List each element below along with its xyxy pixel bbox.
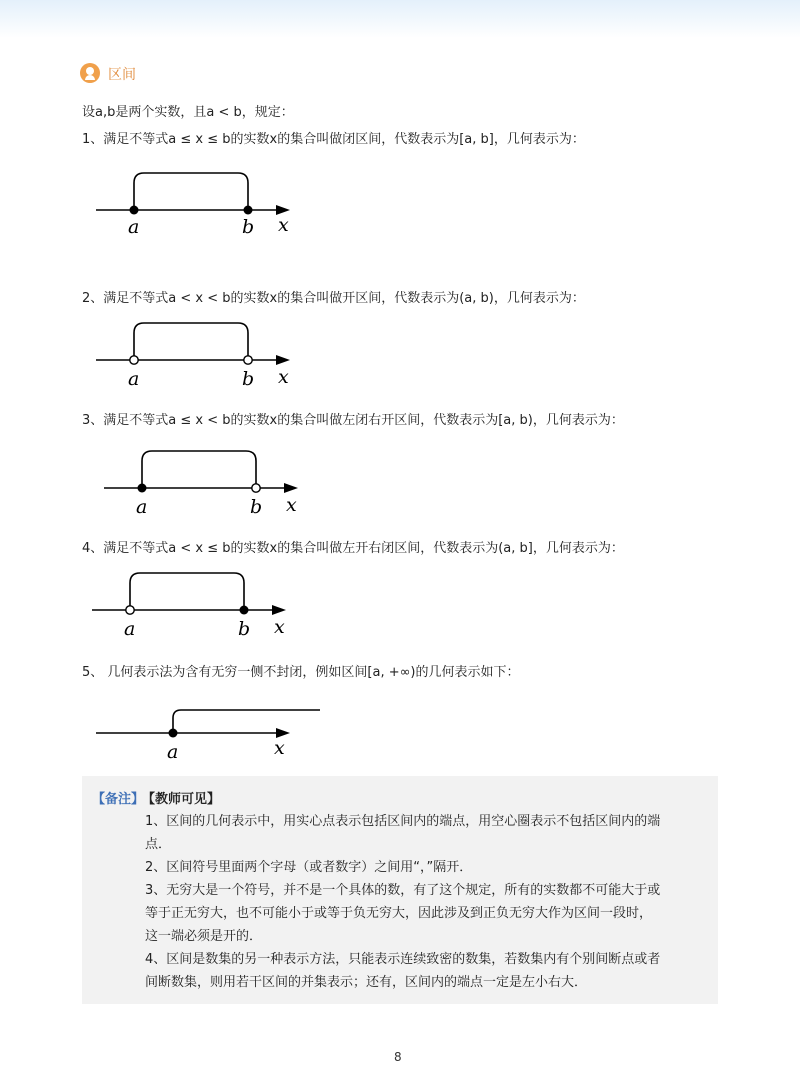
person-badge-icon <box>80 63 100 83</box>
left-endpoint-filled <box>169 729 178 738</box>
left-endpoint-open <box>126 606 134 614</box>
note-line: 1、区间的几何表示中，用实心点表示包括区间内的端点，用空心圈表示不包括区间内的端 <box>145 814 661 829</box>
number-line-infinite <box>90 700 330 765</box>
item-4-text: 4、满足不等式a < x ≤ b的实数x的集合叫做左开右闭区间，代数表示为(a, b]，几何表示为： <box>82 541 624 556</box>
label-b: b <box>242 216 255 238</box>
item-5-text: 5、 几何表示法为含有无穷一侧不封闭，例如区间[a, +∞)的几何表示如下： <box>82 665 520 680</box>
number-line-left-closed-right-open <box>98 443 308 518</box>
item-3-text: 3、满足不等式a ≤ x < b的实数x的集合叫做左闭右开区间，代数表示为[a, b)，几何表示为： <box>82 413 624 428</box>
label-a: a <box>136 496 148 518</box>
item-2-text: 2、满足不等式a < x < b的实数x的集合叫做开区间，代数表示为(a, b)，几何表示为： <box>82 291 585 306</box>
note-tag: 【备注】 <box>92 792 145 807</box>
note-line: 2、区间符号里面两个字母（或者数字）之间用“，”隔开． <box>145 860 473 875</box>
section-title: 区间 <box>108 67 136 83</box>
note-line: 等于正无穷大，也不可能小于或等于负无穷大，因此涉及到正负无穷大作为区间一段时， <box>145 906 653 921</box>
header-band <box>0 0 800 38</box>
label-x: x <box>278 366 289 388</box>
left-endpoint-open <box>130 356 138 364</box>
right-endpoint-open <box>244 356 252 364</box>
note-line: 这一端必须是开的． <box>145 929 263 944</box>
note-line: 4、区间是数集的另一种表示方法，只能表示连续致密的数集，若数集内有个别间断点或者 <box>145 952 661 967</box>
number-line-open <box>90 315 300 390</box>
page-number: 8 <box>394 1050 402 1064</box>
right-endpoint-open <box>252 484 260 492</box>
number-line-left-open-right-closed <box>86 565 296 640</box>
label-a: a <box>128 368 140 390</box>
intro-text: 设a,b是两个实数，且a < b，规定： <box>82 105 294 120</box>
label-x: x <box>274 616 285 638</box>
note-line: 3、无穷大是一个符号，并不是一个具体的数，有了这个规定，所有的实数都不可能大于或 <box>145 883 661 898</box>
label-x: x <box>286 494 297 516</box>
left-endpoint-filled <box>138 484 147 493</box>
item-1-text: 1、满足不等式a ≤ x ≤ b的实数x的集合叫做闭区间，代数表示为[a, b]，几何表示为： <box>82 132 585 147</box>
note-line: 间断数集，则用若干区间的并集表示；还有，区间内的端点一定是左小右大． <box>145 975 588 990</box>
left-endpoint-filled <box>130 206 139 215</box>
label-b: b <box>250 496 263 518</box>
label-a: a <box>167 741 179 763</box>
label-a: a <box>124 618 136 640</box>
right-endpoint-filled <box>240 606 249 615</box>
label-x: x <box>278 214 289 236</box>
note-line: 点． <box>145 837 172 852</box>
label-a: a <box>128 216 140 238</box>
label-b: b <box>242 368 255 390</box>
right-endpoint-filled <box>244 206 253 215</box>
label-b: b <box>238 618 251 640</box>
note-heading: 【教师可见】 <box>142 792 221 807</box>
number-line-closed <box>90 165 300 240</box>
label-x: x <box>274 737 285 759</box>
